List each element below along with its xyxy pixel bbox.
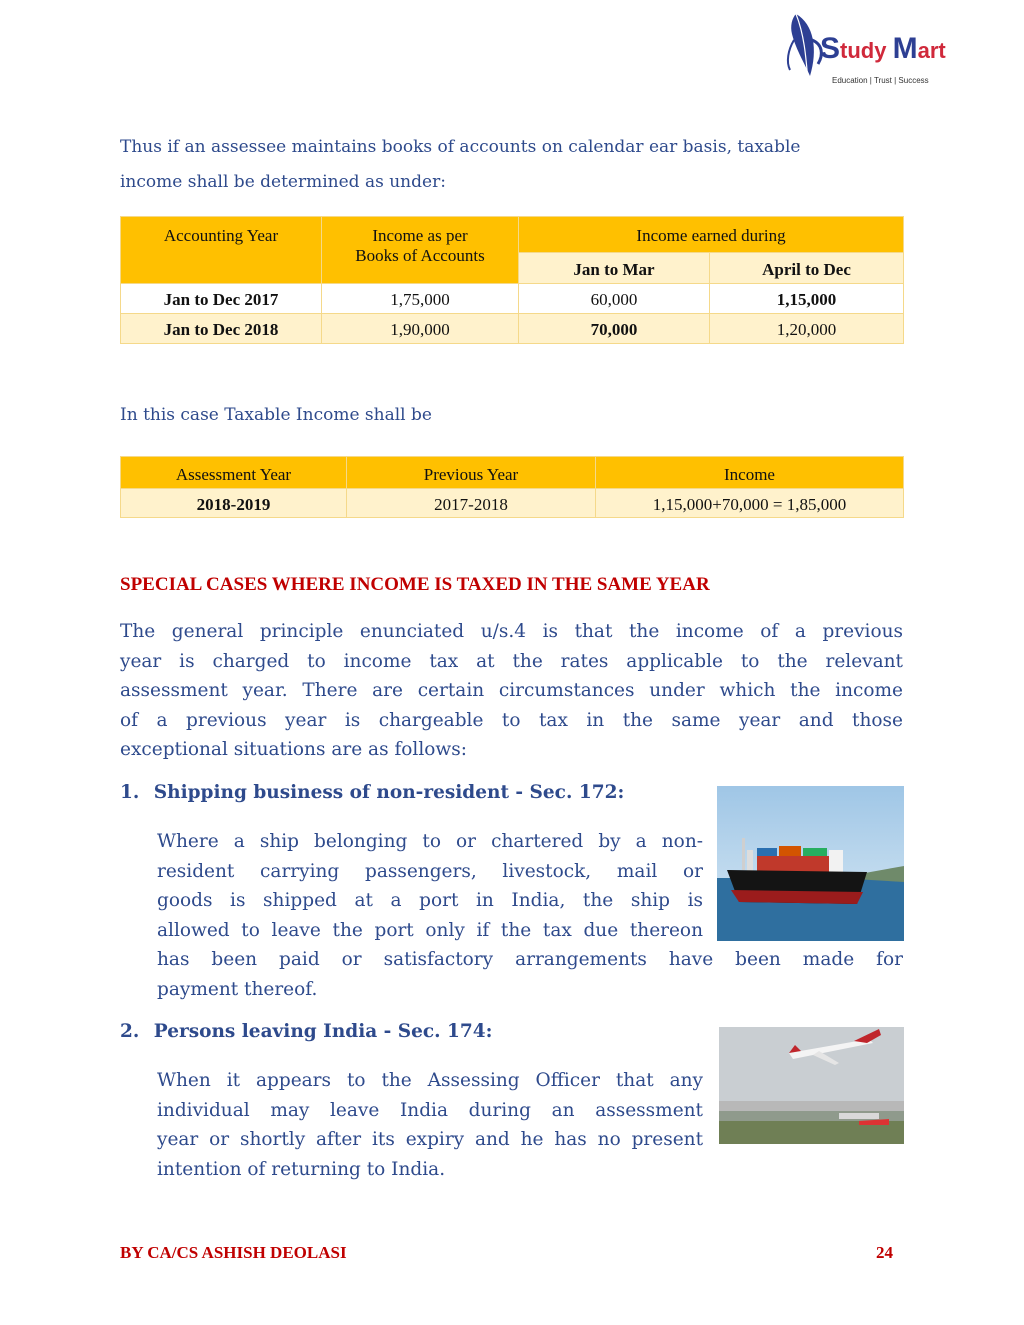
paragraph-line: assessment year. There are certain circumstances under which the income [120,680,903,701]
paragraph-line: individual may leave India during an assessment [157,1099,703,1121]
cell-books: 1,75,000 [322,284,519,314]
paragraph-line: year or shortly after its expiry and he has no present [157,1129,703,1150]
cell-previous-year: 2017-2018 [347,489,596,518]
paragraph-line: of a previous year is chargeable to tax in the same year and those [120,709,903,731]
intro-line: Thus if an assessee maintains books of accounts on calendar ear basis, taxable [120,137,801,157]
item-2-text [157,1066,703,1184]
study-mart-logo [784,10,984,90]
cell-year: Jan to Dec 2018 [121,314,322,344]
item-number: 2. [120,1021,140,1042]
cell-assessment-year: 2018-2019 [121,489,347,518]
cell-jan-mar: 60,000 [519,284,710,314]
header-income-books [322,217,519,284]
paragraph-line: exceptional situations are as follows: [120,739,467,760]
header-accounting-year: Accounting Year [121,217,322,284]
header-income-books-line: Books of Accounts [355,246,485,265]
paragraph-line: has been paid or satisfactory arrangements have been made for [157,949,903,970]
item-2-heading [120,1021,493,1042]
header-income: Income [596,457,904,489]
table-row [121,314,904,344]
item-1-heading [120,782,624,803]
cell-jan-mar: 70,000 [519,314,710,344]
cell-apr-dec: 1,15,000 [710,284,904,314]
header-jan-mar: Jan to Mar [519,253,710,284]
item-1-text [157,827,703,945]
paragraph-line: intention of returning to India. [157,1158,446,1180]
footer-author: BY CA/CS ASHISH DEOLASI [120,1243,347,1262]
section-heading: SPECIAL CASES WHERE INCOME IS TAXED IN THE SAME YEAR [120,574,710,595]
item-1-text-continued [157,945,903,1004]
cell-income: 1,15,000+70,000 = 1,85,000 [596,489,904,518]
accounting-year-table [120,216,904,344]
header-income-earned: Income earned during [519,217,904,253]
assessment-year-table [120,456,904,518]
table-row [121,489,904,518]
cell-apr-dec: 1,20,000 [710,314,904,344]
logo-word-art: art [917,38,946,63]
header-previous-year: Previous Year [347,457,596,489]
paragraph-line: year is charged to income tax at the rates applicable to the relevant [120,650,903,672]
table-row [121,284,904,314]
cell-books: 1,90,000 [322,314,519,344]
logo-letter-s: S [820,32,841,65]
item-number: 1. [120,782,140,803]
logo-tagline: Education | Trust | Success [832,76,929,85]
paragraph-line: allowed to leave the port only if the tax due thereon [157,919,703,941]
logo-letter-m: M [892,32,918,65]
item-title: Persons leaving India - Sec. 174: [153,1021,493,1042]
case-text: In this case Taxable Income shall be [120,405,432,425]
intro-paragraph [120,130,903,200]
cargo-ship-photo [717,786,904,941]
paragraph-line: The general principle enunciated u/s.4 is that the income of a previous [120,621,903,642]
item-title: Shipping business of non-resident - Sec. 172: [153,782,625,803]
paragraph-line: payment thereof. [157,978,318,1000]
paragraph-line: goods is shipped at a port in India, the ship is [157,890,703,911]
paragraph-line: When it appears to the Assessing Officer that any [157,1070,703,1091]
cell-year: Jan to Dec 2017 [121,284,322,314]
intro-line: income shall be determined as under: [120,172,446,192]
header-apr-dec: April to Dec [710,253,904,284]
principle-paragraph [120,617,903,765]
paragraph-line: Where a ship belonging to or chartered by a non- [157,831,703,852]
logo-word-tudy: tudy [840,38,887,63]
header-assessment-year: Assessment Year [121,457,347,489]
paragraph-line: resident carrying passengers, livestock, mail or [157,860,703,882]
header-income-books-line: Income as per [372,226,468,245]
page-number: 24 [876,1243,893,1262]
airplane-takeoff-photo [719,1027,904,1144]
